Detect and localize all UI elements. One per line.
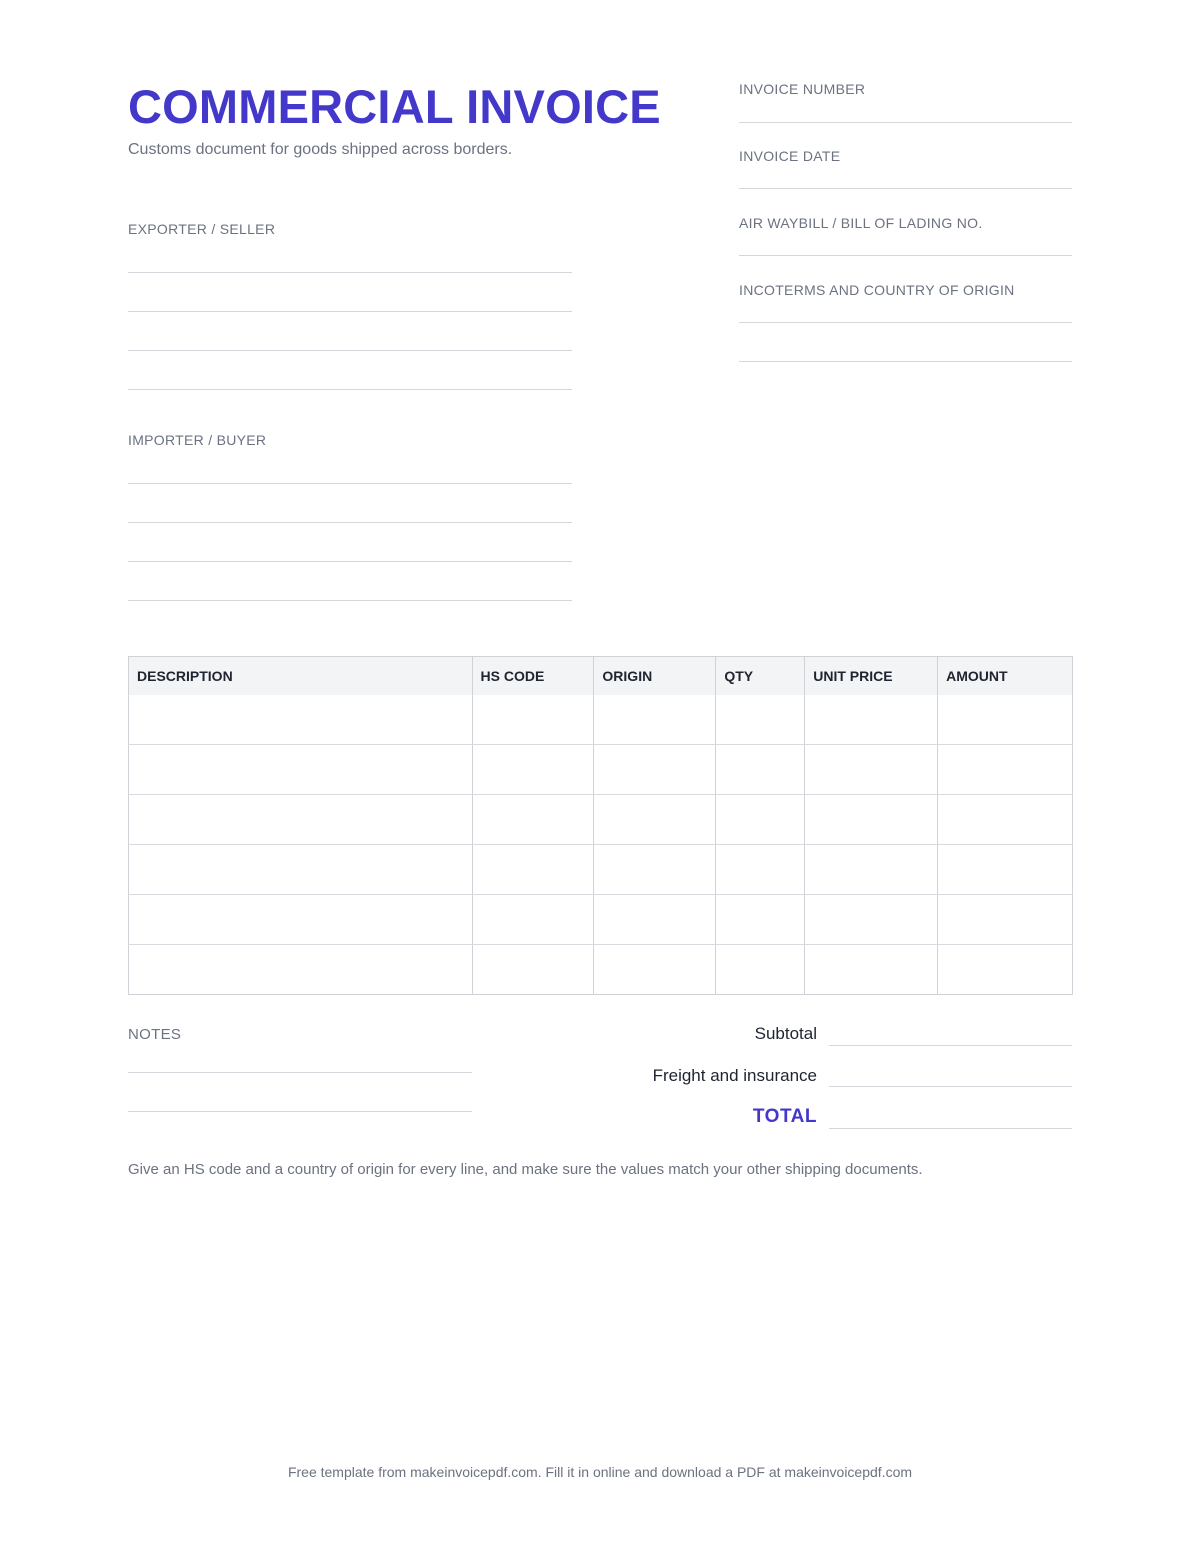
freight-insurance-field[interactable]	[829, 1086, 1072, 1087]
hs-code-cell[interactable]	[472, 895, 594, 945]
invoice-number-label: INVOICE NUMBER	[739, 81, 866, 97]
description-cell[interactable]	[129, 695, 473, 745]
qty-cell[interactable]	[716, 845, 805, 895]
hs-code-cell[interactable]	[472, 845, 594, 895]
importer-field-line-4[interactable]	[128, 600, 572, 601]
table-row	[129, 795, 1073, 845]
origin-cell[interactable]	[594, 795, 716, 845]
amount-cell[interactable]	[938, 745, 1073, 795]
notes-field-line-2[interactable]	[128, 1111, 472, 1112]
amount-cell[interactable]	[938, 695, 1073, 745]
exporter-field-line-3[interactable]	[128, 350, 572, 351]
qty-cell[interactable]	[716, 745, 805, 795]
table-header-row	[129, 657, 1073, 696]
exporter-field-line-2[interactable]	[128, 311, 572, 312]
line-items-table	[128, 656, 1073, 995]
qty-cell[interactable]	[716, 945, 805, 995]
exporter-field-line-1[interactable]	[128, 272, 572, 273]
incoterms-field-line-1[interactable]	[739, 322, 1072, 323]
unit-price-cell[interactable]	[805, 745, 938, 795]
qty-cell[interactable]	[716, 795, 805, 845]
invoice-number-field[interactable]	[739, 122, 1072, 123]
description-cell[interactable]	[129, 745, 473, 795]
description-cell[interactable]	[129, 945, 473, 995]
incoterms-label: INCOTERMS AND COUNTRY OF ORIGIN	[739, 282, 1015, 298]
amount-cell[interactable]	[938, 795, 1073, 845]
exporter-label: EXPORTER / SELLER	[128, 221, 276, 237]
unit-price-cell[interactable]	[805, 895, 938, 945]
amount-cell[interactable]	[938, 845, 1073, 895]
amount-cell[interactable]	[938, 895, 1073, 945]
invoice-date-label: INVOICE DATE	[739, 148, 841, 164]
column-header-hs-code: HS CODE	[472, 657, 594, 696]
qty-cell[interactable]	[716, 895, 805, 945]
total-field[interactable]	[829, 1128, 1072, 1129]
importer-label: IMPORTER / BUYER	[128, 432, 267, 448]
incoterms-field-line-2[interactable]	[739, 361, 1072, 362]
table-row	[129, 695, 1073, 745]
hs-code-cell[interactable]	[472, 745, 594, 795]
description-cell[interactable]	[129, 795, 473, 845]
waybill-label: AIR WAYBILL / BILL OF LADING NO.	[739, 215, 983, 231]
origin-cell[interactable]	[594, 695, 716, 745]
instructions-text: Give an HS code and a country of origin for every line, and make sure the values match your other shipping documents.	[128, 1161, 923, 1178]
notes-label: NOTES	[128, 1026, 182, 1043]
origin-cell[interactable]	[594, 745, 716, 795]
column-header-description: DESCRIPTION	[129, 657, 473, 696]
amount-cell[interactable]	[938, 945, 1073, 995]
waybill-field[interactable]	[739, 255, 1072, 256]
freight-insurance-label: Freight and insurance	[652, 1066, 817, 1085]
importer-field-line-3[interactable]	[128, 561, 572, 562]
importer-field-line-2[interactable]	[128, 522, 572, 523]
origin-cell[interactable]	[594, 895, 716, 945]
page-title: COMMERCIAL INVOICE	[128, 80, 661, 133]
footer-text: Free template from makeinvoicepdf.com. Fill it in online and download a PDF at makeinvoicepdf.com	[287, 1464, 913, 1480]
description-cell[interactable]	[129, 895, 473, 945]
table-row	[129, 945, 1073, 995]
unit-price-cell[interactable]	[805, 795, 938, 845]
unit-price-cell[interactable]	[805, 945, 938, 995]
notes-field-line-1[interactable]	[128, 1072, 472, 1073]
column-header-unit-price: UNIT PRICE	[805, 657, 938, 696]
hs-code-cell[interactable]	[472, 695, 594, 745]
importer-field-line-1[interactable]	[128, 483, 572, 484]
unit-price-cell[interactable]	[805, 845, 938, 895]
description-cell[interactable]	[129, 845, 473, 895]
column-header-qty: QTY	[716, 657, 805, 696]
column-header-origin: ORIGIN	[594, 657, 716, 696]
page-subtitle: Customs document for goods shipped across borders.	[128, 141, 513, 158]
subtotal-label: Subtotal	[754, 1024, 817, 1043]
invoice-date-field[interactable]	[739, 188, 1072, 189]
table-row	[129, 895, 1073, 945]
exporter-field-line-4[interactable]	[128, 389, 572, 390]
table-row	[129, 845, 1073, 895]
hs-code-cell[interactable]	[472, 795, 594, 845]
table-row	[129, 745, 1073, 795]
total-label: TOTAL	[752, 1106, 817, 1127]
subtotal-field[interactable]	[829, 1045, 1072, 1046]
column-header-amount: AMOUNT	[938, 657, 1073, 696]
origin-cell[interactable]	[594, 845, 716, 895]
hs-code-cell[interactable]	[472, 945, 594, 995]
origin-cell[interactable]	[594, 945, 716, 995]
qty-cell[interactable]	[716, 695, 805, 745]
unit-price-cell[interactable]	[805, 695, 938, 745]
